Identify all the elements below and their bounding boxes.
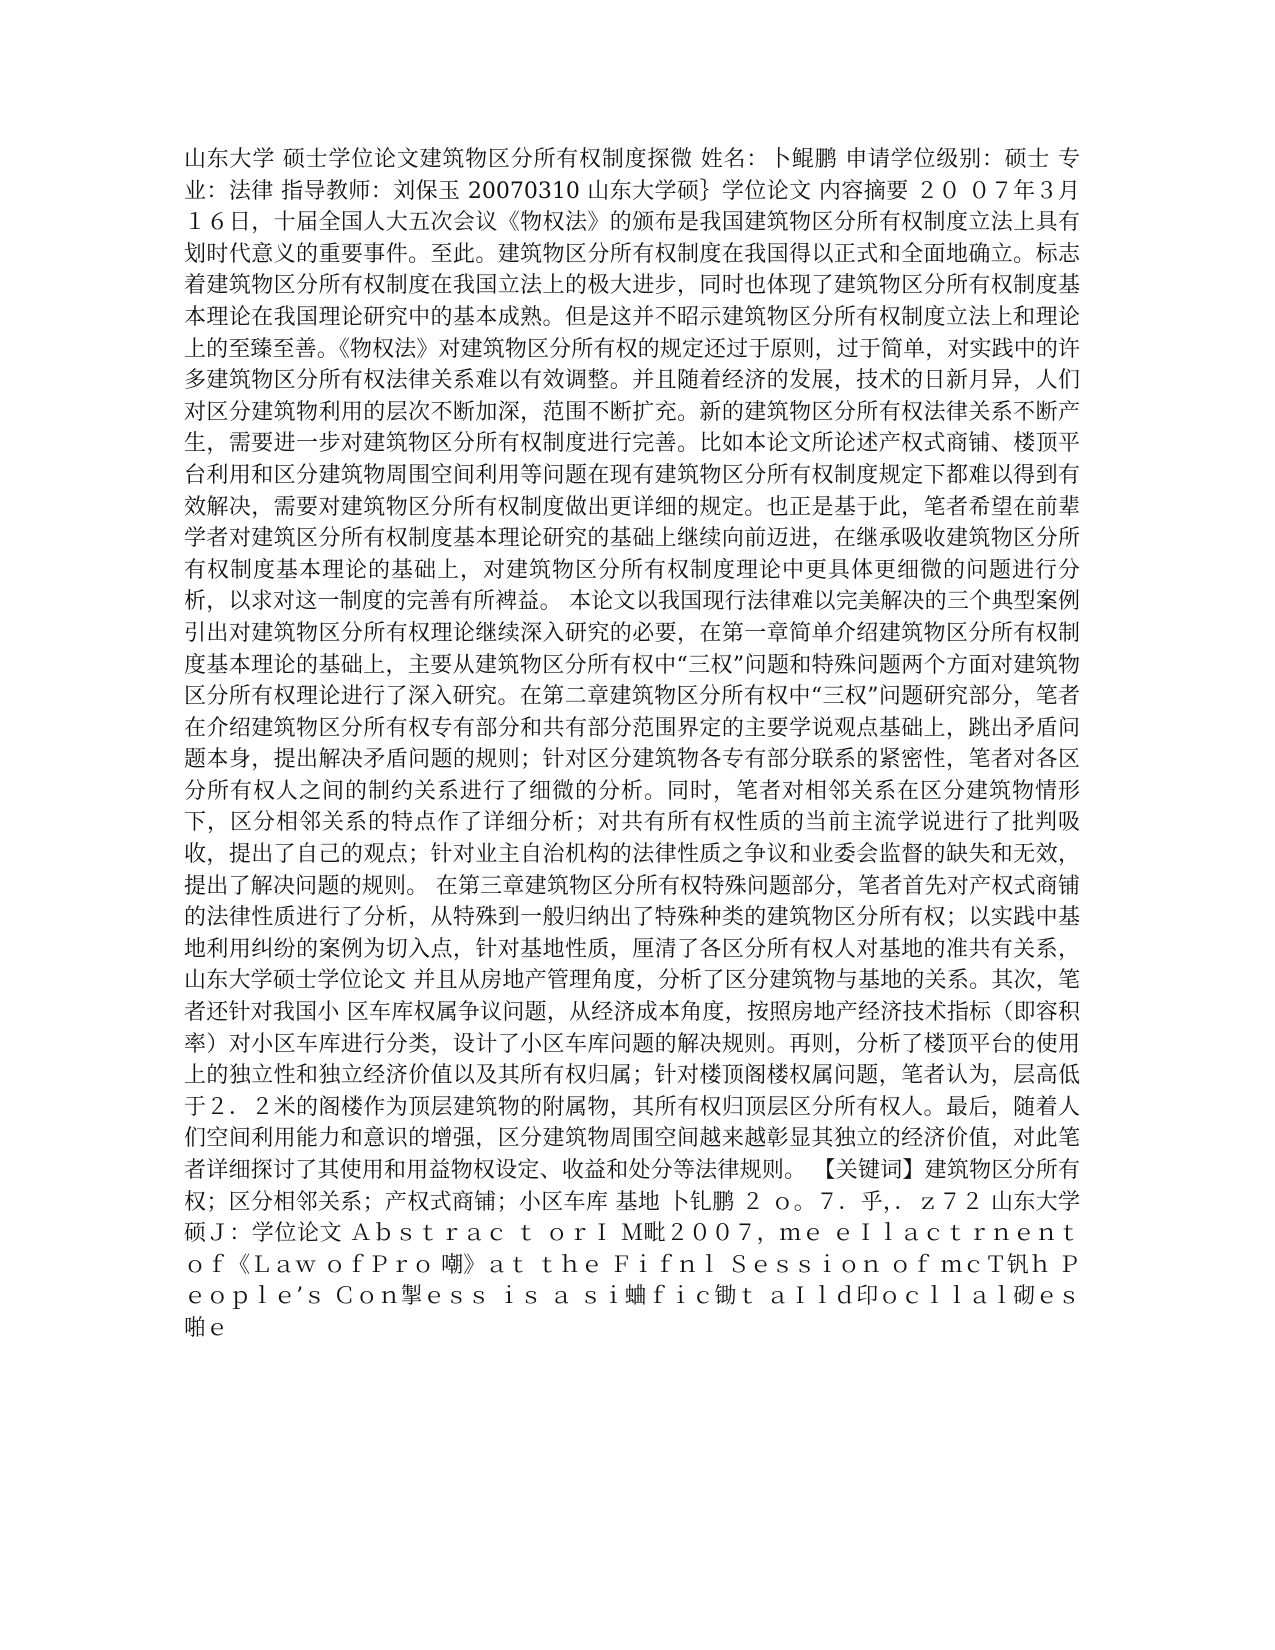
document-body-text: 山东大学 硕士学位论文建筑物区分所有权制度探微 姓名：卜鲲鹏 申请学位级别：硕士 专业：法律 指导教师：刘保玉 20070310 山东大学硕｝学位论文 内容摘要 ２０ ０７年３月１６日，十届全国人大五次会议《物权法》的颁布是我国建筑物区分所有权制度立法上具有划时代意义的重要事件。至此。建筑物区分所有权制度在我国得以正式和全面地确立。标志着建筑物区分所有权制度在我国立法上的极大进步，同时也体现了建筑物区分所有权制度基本理论在我国理论研究中的基本成熟。但是这并不昭示建筑物区分所有权制度立法上和理论上的至臻至善。《物权法》对建筑物区分所有权的规定还过于原则，过于简单，对实践中的许多建筑物区分所有权法律关系难以有效调整。并且随着经济的发展，技术的日新月异，人们对区分建筑物利用的层次不断加深，范围不断扩充。新的建筑物区分所有权法律关系不断产生，需要进一步对建筑物区分所有权制度进行完善。比如本论文所论述产权式商铺、楼顶平台利用和区分建筑物周围空间利用等问题在现有建筑物区分所有权制度规定下都难以得到有效解决，需要对建筑物区分所有权制度做出更详细的规定。也正是基于此，笔者希望在前辈学者对建筑区分所有权制度基本理论研究的基础上继续向前迈进，在继承吸收建筑物区分所有权制度基本理论的基础上，对建筑物区分所有权制度理论中更具体更细微的问题进行分析，以求对这一制度的完善有所裨益。 本论文以我国现行法律难以完美解决的三个典型案例引出对建筑物区分所有权理论继续深入研究的必要，在第一章简单介绍建筑物区分所有权制度基本理论的基础上，主要从建筑物区分所有权中“三权”问题和特殊问题两个方面对建筑物区分所有权理论进行了深入研究。在第二章建筑物区分所有权中“三权”问题研究部分，笔者在介绍建筑物区分所有权专有部分和共有部分范围界定的主要学说观点基础上，跳出矛盾问题本身，提出解决矛盾问题的规则；针对区分建筑物各专有部分联系的紧密性，笔者对各区分所有权人之间的制约关系进行了细微的分析。同时，笔者对相邻关系在区分建筑物情形下，区分相邻关系的特点作了详细分析；对共有所有权性质的当前主流学说进行了批判吸收，提出了自己的观点；针对业主自治机构的法律性质之争议和业委会监督的缺失和无效，提出了解决问题的规则。 在第三章建筑物区分所有权特殊问题部分，笔者首先对产权式商铺的法律性质进行了分析，从特殊到一般归纳出了特殊种类的建筑物区分所有权；以实践中基地利用纠纷的案例为切入点，针对基地性质，厘清了各区分所有权人对基地的准共有关系， 山东大学硕士学位论文 并且从房地产管理角度，分析了区分建筑物与基地的关系。其次，笔者还针对我国小 区车库权属争议问题，从经济成本角度，按照房地产经济技术指标（即容积率）对小区车库进行分类，设计了小区车库问题的解决规则。再则，分析了楼顶平台的使用上的独立性和独立经济价值以及其所有权归属；针对楼顶阁楼权属问题，笔者认为，层高低于２．２米的阁楼作为顶层建筑物的附属物，其所有权归顶层区分所有权人。最后，随着人们空间利用能力和意识的增强，区分建筑物周围空间越来越彰显其独立的经济价值，对此笔者详细探讨了其使用和用益物权设定、收益和处分等法律规则。 【关键词】建筑物区分所有权；区分相邻关系；产权式商铺；小区车库 基地 卜钆鹏 ２ ｏ。７．乎，．ｚ７２ 山东大学硕Ｊ：学位论文 Ａｂｓｔｒａｃ ｔ ｏｒＩ Ｍ毗２００７，ｍｅ ｅＩｌａｃｔｒｎｅｎｔ ｏｆ《Ｌａｗ ｏｆＰｒｏ 嘲》ａｔ ｔｈｅ Ｆｉｆｎｌ Ｓｅｓｓｉｏｎ ｏｆ ｍｃＴ钒ｈ Ｐｅｏｐｌｅ’ｓ Ｃｏｎ掣ｅｓｓ ｉｓ ａ ｓｉ蛐ｆｉｃ锄ｔ ａＩｌｄ印ｏｃｌｌａｌ砌ｅｓ啪ｅ xyxy=(184,147,1080,1341)
